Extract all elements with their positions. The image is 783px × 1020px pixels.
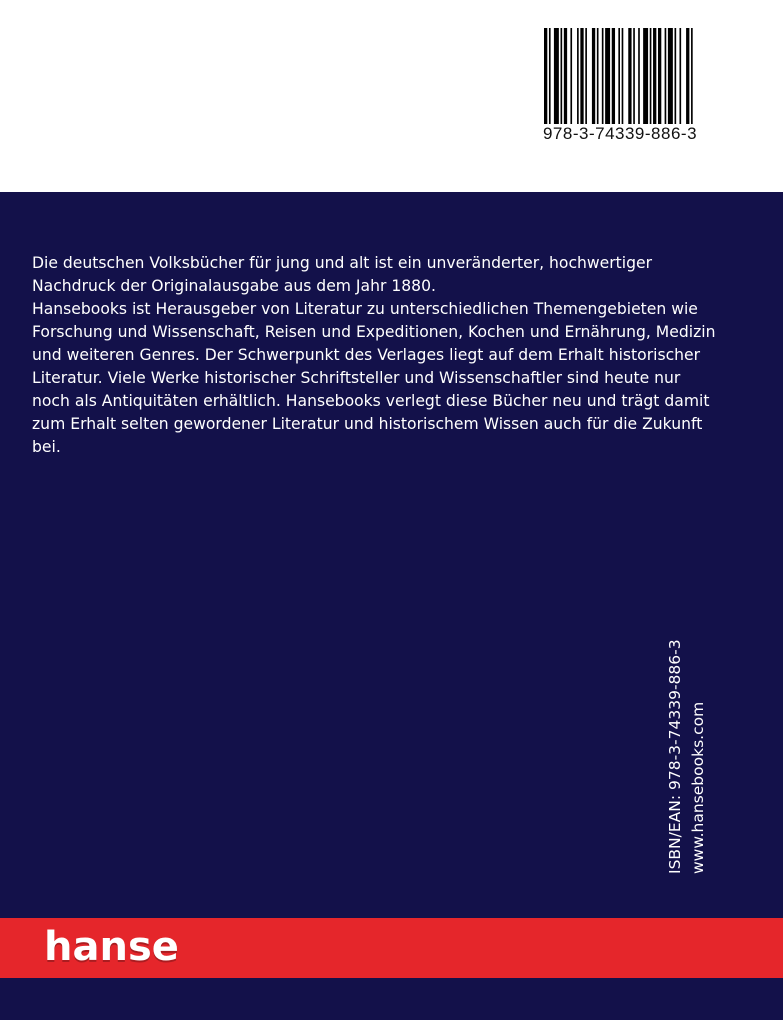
back-cover xyxy=(0,192,783,1020)
hanse-logo: hanse xyxy=(44,924,179,970)
publisher-bar xyxy=(0,918,783,978)
barcode xyxy=(540,28,700,150)
spine-info xyxy=(664,624,712,874)
spine-info-rotated xyxy=(664,624,712,874)
barcode-area xyxy=(0,0,783,192)
blurb-paragraph-2: Hansebooks ist Herausgeber von Literatur zu unterschiedlichen Themengebieten wie Forschung und Wissenschaft, Reisen und Expeditionen, Kochen und Ernährung, Medizin und weiteren Genres. Der Schwerpunkt des Verlages liegt auf dem Erhalt historischer Literatur. Viele Werke historischer Schriftsteller und Wissenschaftler sind heute nur noch als Antiquitäten erhältlich. Hansebooks verlegt diese Bücher neu und trägt damit zum Erhalt selten gewordener Literatur und historischem Wissen auch für die Zukunft bei. xyxy=(32,300,716,456)
barcode-number: 978-3-74339-886-3 xyxy=(542,124,698,143)
blurb-paragraph-1: Die deutschen Volksbücher für jung und alt ist ein unveränderter, hochwertiger Nachdruck der Originalausgabe aus dem Jahr 1880. xyxy=(32,254,653,295)
isbn-line: ISBN/EAN: 978-3-74339-886-3 xyxy=(666,639,684,874)
barcode-bars xyxy=(544,28,696,124)
website-link[interactable]: www.hansebooks.com xyxy=(689,701,707,874)
blurb-text xyxy=(32,252,722,459)
